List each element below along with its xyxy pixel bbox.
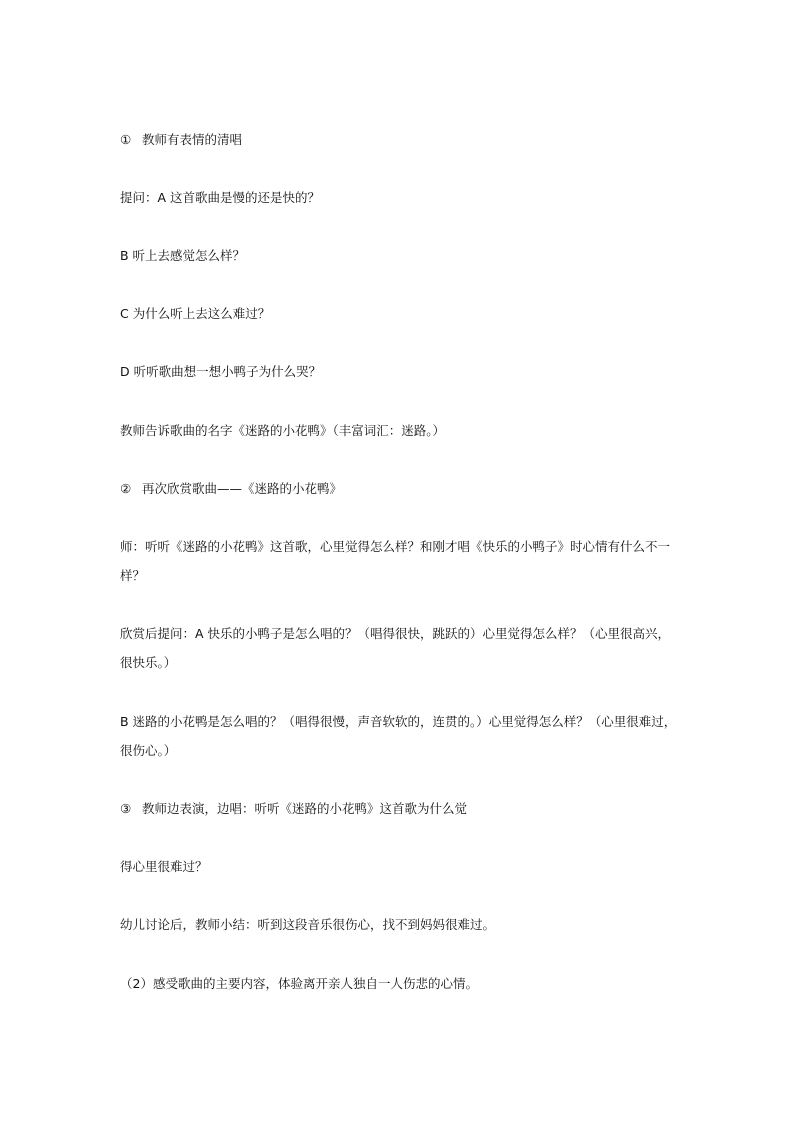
section-2-heading: （2）感受歌曲的主要内容，体验离开亲人独自一人伤悲的心情。	[120, 976, 478, 991]
step-1-text: 教师有表情的清唱	[142, 132, 243, 147]
after-listening-question-a: 欣赏后提问：A 快乐的小鸭子是怎么唱的？（唱得很快，跳跃的）心里觉得怎么样？（心里很高兴，很快乐。）	[120, 626, 671, 670]
teacher-question-paragraph: 师：听听《迷路的小花鸭》这首歌，心里觉得怎么样？和刚才唱《快乐的小鸭子》时心情有什么不一样？	[120, 539, 671, 583]
song-title-paragraph: 教师告诉歌曲的名字《迷路的小花鸭》（丰富词汇：迷路。）	[120, 423, 446, 438]
question-intro: 提问：A 这首歌曲是慢的还是快的？	[120, 190, 321, 205]
question-b: B 听上去感觉怎么样？	[120, 248, 246, 263]
step-3-continuation: 得心里很难过？	[120, 859, 208, 874]
teacher-summary-paragraph: 幼儿讨论后，教师小结：听到这段音乐很伤心，找不到妈妈很难过。	[120, 917, 496, 932]
question-c: C 为什么听上去这么难过？	[120, 306, 271, 321]
step-1-marker: ①	[120, 132, 132, 147]
step-3-paragraph	[120, 794, 680, 823]
step-2-text: 再次欣赏歌曲——《迷路的小花鸭》	[142, 481, 343, 496]
step-3-text: 教师边表演，边唱：听听《迷路的小花鸭》这首歌为什么觉	[142, 801, 468, 816]
step-1-paragraph	[120, 125, 680, 154]
question-d: D 听听歌曲想一想小鸭子为什么哭？	[120, 364, 322, 379]
step-3-marker: ③	[120, 801, 132, 816]
after-listening-question-b: B 迷路的小花鸭是怎么唱的？（唱得很慢，声音软软的，连贯的。）心里觉得怎么样？（心里很难过，很伤心。）	[120, 714, 677, 758]
step-2-paragraph	[120, 474, 680, 503]
step-2-marker: ②	[120, 481, 132, 496]
